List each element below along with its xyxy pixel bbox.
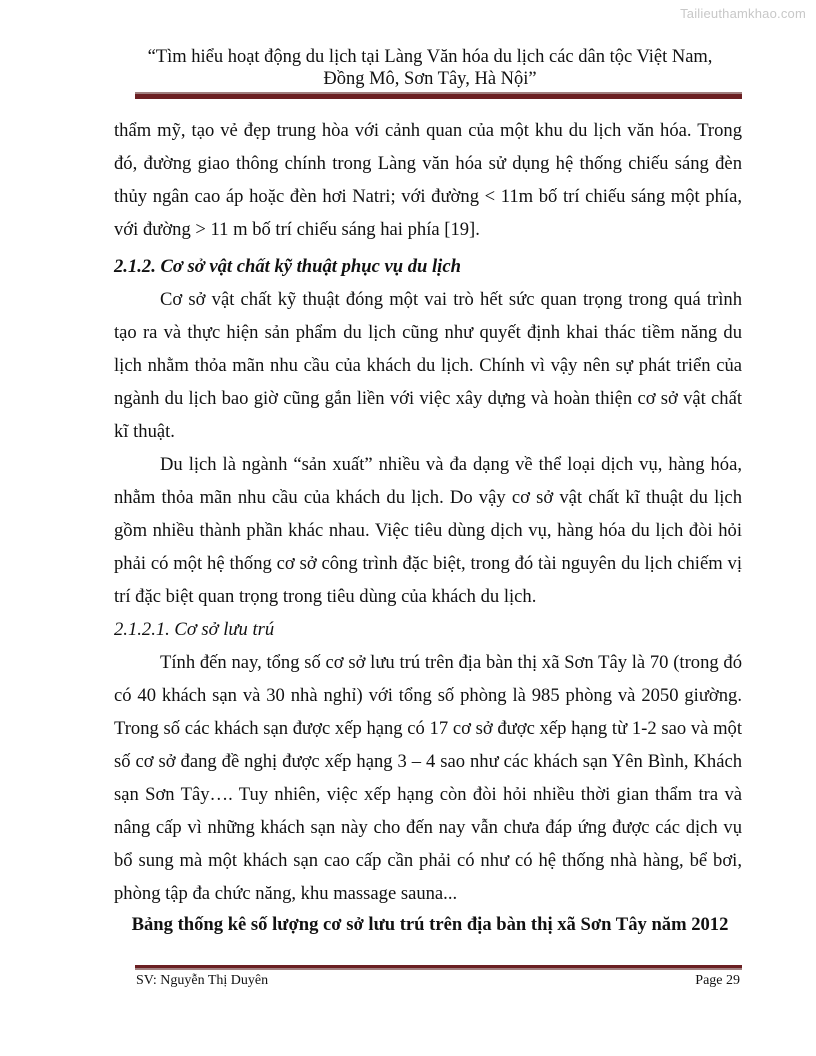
footer-author: SV: Nguyễn Thị Duyên	[136, 973, 269, 988]
subsection-heading: 2.1.2.1. Cơ sở lưu trú	[114, 619, 275, 640]
header-rule	[135, 92, 742, 99]
section-heading: 2.1.2. Cơ sở vật chất kỹ thuật phục vụ du lịch	[114, 256, 461, 277]
header-title-line-2: Đồng Mô, Sơn Tây, Hà Nội”	[323, 69, 537, 89]
paragraph-accommodation: Tính đến nay, tổng số cơ sở lưu trú trên địa bàn thị xã Sơn Tây là 70 (trong đó có 40 khách sạn và 30 nhà nghỉ) với tổng số phòng là 985 phòng và 2050 giường. Trong số các khách sạn được xếp hạng có 17 cơ sở được xếp hạng từ 1-2 sao và một số cơ sở đang đề nghị được xếp hạng 3 – 4 sao như các khách sạn Yên Bình, Khách sạn Sơn Tây…. Tuy nhiên, việc xếp hạng còn đòi hỏi nhiều thời gian thẩm tra và nâng cấp vì những khách sạn này cho đến nay vẫn chưa đáp ứng được các dịch vụ bổ sung mà một khách sạn cao cấp cần phải có như có hệ thống nhà hàng, bể bơi, phòng tập đa chức năng, khu massage sauna...	[114, 652, 742, 904]
document-body	[114, 114, 742, 910]
page-header	[100, 46, 760, 90]
header-title-line-1: “Tìm hiểu hoạt động du lịch tại Làng Văn hóa du lịch các dân tộc Việt Nam,	[147, 47, 713, 67]
paragraph-lighting: thẩm mỹ, tạo vẻ đẹp trung hòa với cảnh quan của một khu du lịch văn hóa. Trong đó, đường giao thông chính trong Làng văn hóa sử dụng hệ thống chiếu sáng đèn thủy ngân cao áp hoặc đèn hơi Natri; với đường < 11m bố trí chiếu sáng một phía, với đường > 11 m bố trí chiếu sáng hai phía [19].	[114, 120, 742, 240]
footer-rule	[135, 965, 742, 970]
table-caption: Bảng thống kê số lượng cơ sở lưu trú trên địa bàn thị xã Sơn Tây năm 2012	[131, 914, 729, 935]
footer-page-number: Page 29	[695, 973, 740, 988]
paragraph-infrastructure-role: Cơ sở vật chất kỹ thuật đóng một vai trò hết sức quan trọng trong quá trình tạo ra và thực hiện sản phẩm du lịch cũng như quyết định khai thác tiềm năng du lịch nhằm thỏa mãn nhu cầu của khách du lịch. Chính vì vậy nên sự phát triển của ngành du lịch bao giờ cũng gắn liền với việc xây dựng và hoàn thiện cơ sở vật chất kĩ thuật.	[114, 289, 742, 442]
paragraph-tourism-production: Du lịch là ngành “sản xuất” nhiều và đa dạng về thể loại dịch vụ, hàng hóa, nhằm thỏa mãn nhu cầu của khách du lịch. Do vậy cơ sở vật chất kĩ thuật du lịch gồm nhiều thành phần khác nhau. Việc tiêu dùng dịch vụ, hàng hóa du lịch đòi hỏi phải có một hệ thống cơ sở công trình đặc biệt, trong đó tài nguyên du lịch chiếm vị trí đặc biệt quan trọng trong tiêu dùng của khách du lịch.	[114, 454, 742, 607]
watermark: Tailieuthamkhao.com	[680, 6, 806, 21]
